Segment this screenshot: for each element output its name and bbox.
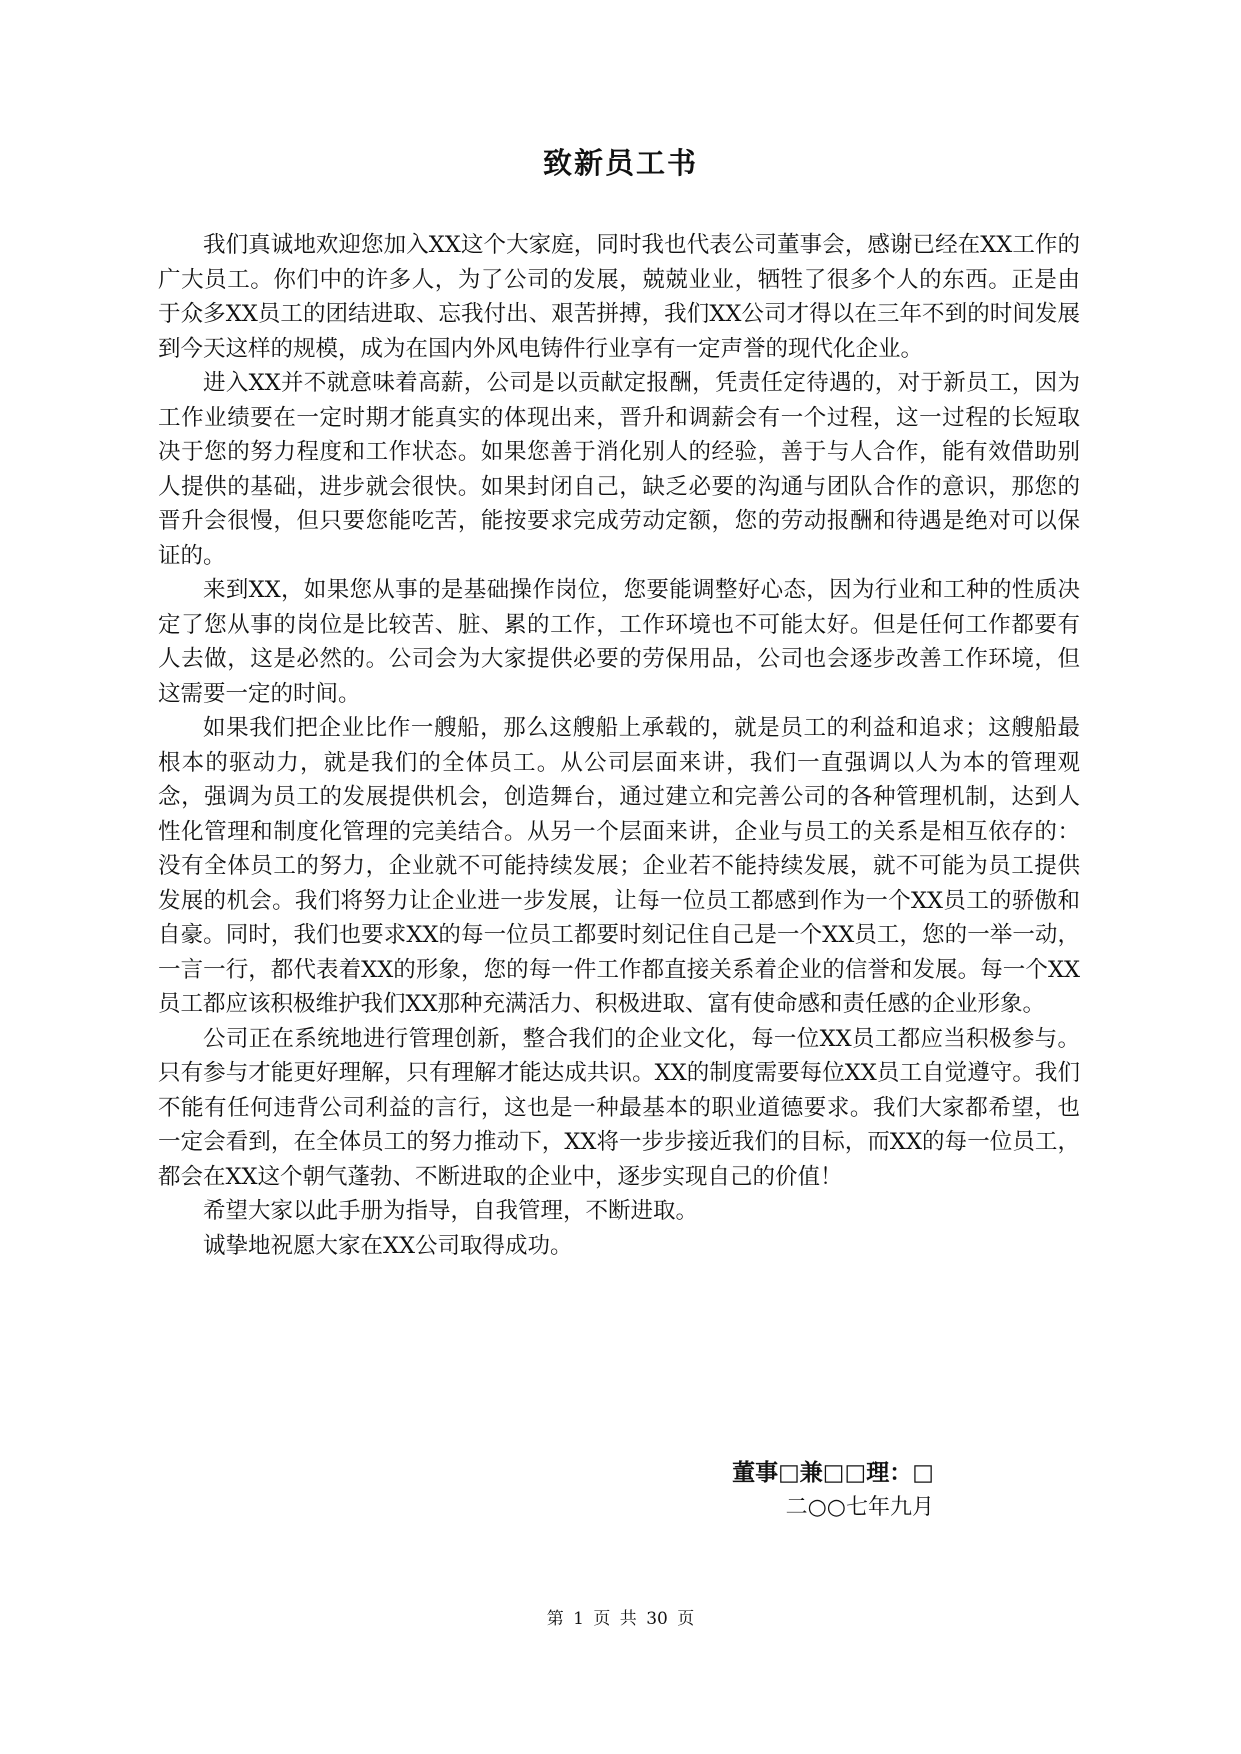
paragraph-handbook-guide: 希望大家以此手册为指导，自我管理，不断进取。 <box>203 1198 699 1224</box>
paragraph-work-conditions: 来到XX，如果您从事的是基础操作岗位，您要能调整好心态，因为行业和工种的性质决定了您从事的岗位是比较苦、脏、累的工作，工作环境也不可能太好。但是任何工作都要有人去做，这是必然的。公司会为大家提供必要的劳保用品，公司也会逐步改善工作环境，但这需要一定的时间。 <box>158 577 1080 707</box>
paragraph-management-innovation: 公司正在系统地进行管理创新，整合我们的企业文化，每一位XX员工都应当积极参与。只有参与才能更好理解，只有理解才能达成共识。XX的制度需要每位XX员工自觉遵守。我们不能有任何违背公司利益的言行，这也是一种最基本的职业道德要求。我们大家都希望，也一定会看到，在全体员工的努力推动下，XX将一步步接近我们的目标，而XX的每一位员工，都会在XX这个朝气蓬勃、不断进取的企业中，逐步实现自己的价值！ <box>158 1025 1080 1190</box>
paragraph-compensation: 进入XX并不就意味着高薪，公司是以贡献定报酬，凭责任定待遇的，对于新员工，因为工作业绩要在一定时期才能真实的体现出来，晋升和调薪会有一个过程，这一过程的长短取决于您的努力程度和工作状态。如果您善于消化别人的经验，善于与人合作，能有效借助别人提供的基础，进步就会很快。如果封闭自己，缺乏必要的沟通与团队合作的意识，那您的晋升会很慢，但只要您能吃苦，能按要求完成劳动定额，您的劳动报酬和待遇是绝对可以保证的。 <box>158 370 1080 569</box>
document-title: 致新员工书 <box>542 146 698 180</box>
signature-title: 董事□兼□□理：□ <box>732 1460 934 1486</box>
signature-date: 二○○七年九月 <box>785 1495 934 1520</box>
paragraph-welcome: 我们真诚地欢迎您加入XX这个大家庭，同时我也代表公司董事会，感谢已经在XX工作的广大员工。你们中的许多人，为了公司的发展，兢兢业业，牺牲了很多个人的东西。正是由于众多XX员工的团结进取、忘我付出、艰苦拼搏，我们XX公司才得以在三年不到的时间发展到今天这样的规模，成为在国内外风电铸件行业享有一定声誉的现代化企业。 <box>158 232 1080 362</box>
letter-body <box>158 228 1080 1263</box>
paragraph-closing-wish: 诚挚地祝愿大家在XX公司取得成功。 <box>203 1232 573 1259</box>
paragraph-company-ship: 如果我们把企业比作一艘船，那么这艘船上承载的，就是员工的利益和追求；这艘船最根本的驱动力，就是我们的全体员工。从公司层面来讲，我们一直强调以人为本的管理观念，强调为员工的发展提供机会，创造舞台，通过建立和完善公司的各种管理机制，达到人性化管理和制度化管理的完美结合。从另一个层面来讲，企业与员工的关系是相互依存的：没有全体员工的努力，企业就不可能持续发展；企业若不能持续发展，就不可能为员工提供发展的机会。我们将努力让企业进一步发展，让每一位员工都感到作为一个XX员工的骄傲和自豪。同时，我们也要求XX的每一位员工都要时刻记住自己是一个XX员工，您的一举一动，一言一行，都代表着XX的形象，您的每一件工作都直接关系着企业的信誉和发展。每一个XX员工都应该积极维护我们XX那种充满活力、积极进取、富有使命感和责任感的企业形象。 <box>158 715 1080 1017</box>
page-number-footer: 第 1 页 共 30 页 <box>546 1609 695 1629</box>
signature-block <box>732 1456 934 1526</box>
